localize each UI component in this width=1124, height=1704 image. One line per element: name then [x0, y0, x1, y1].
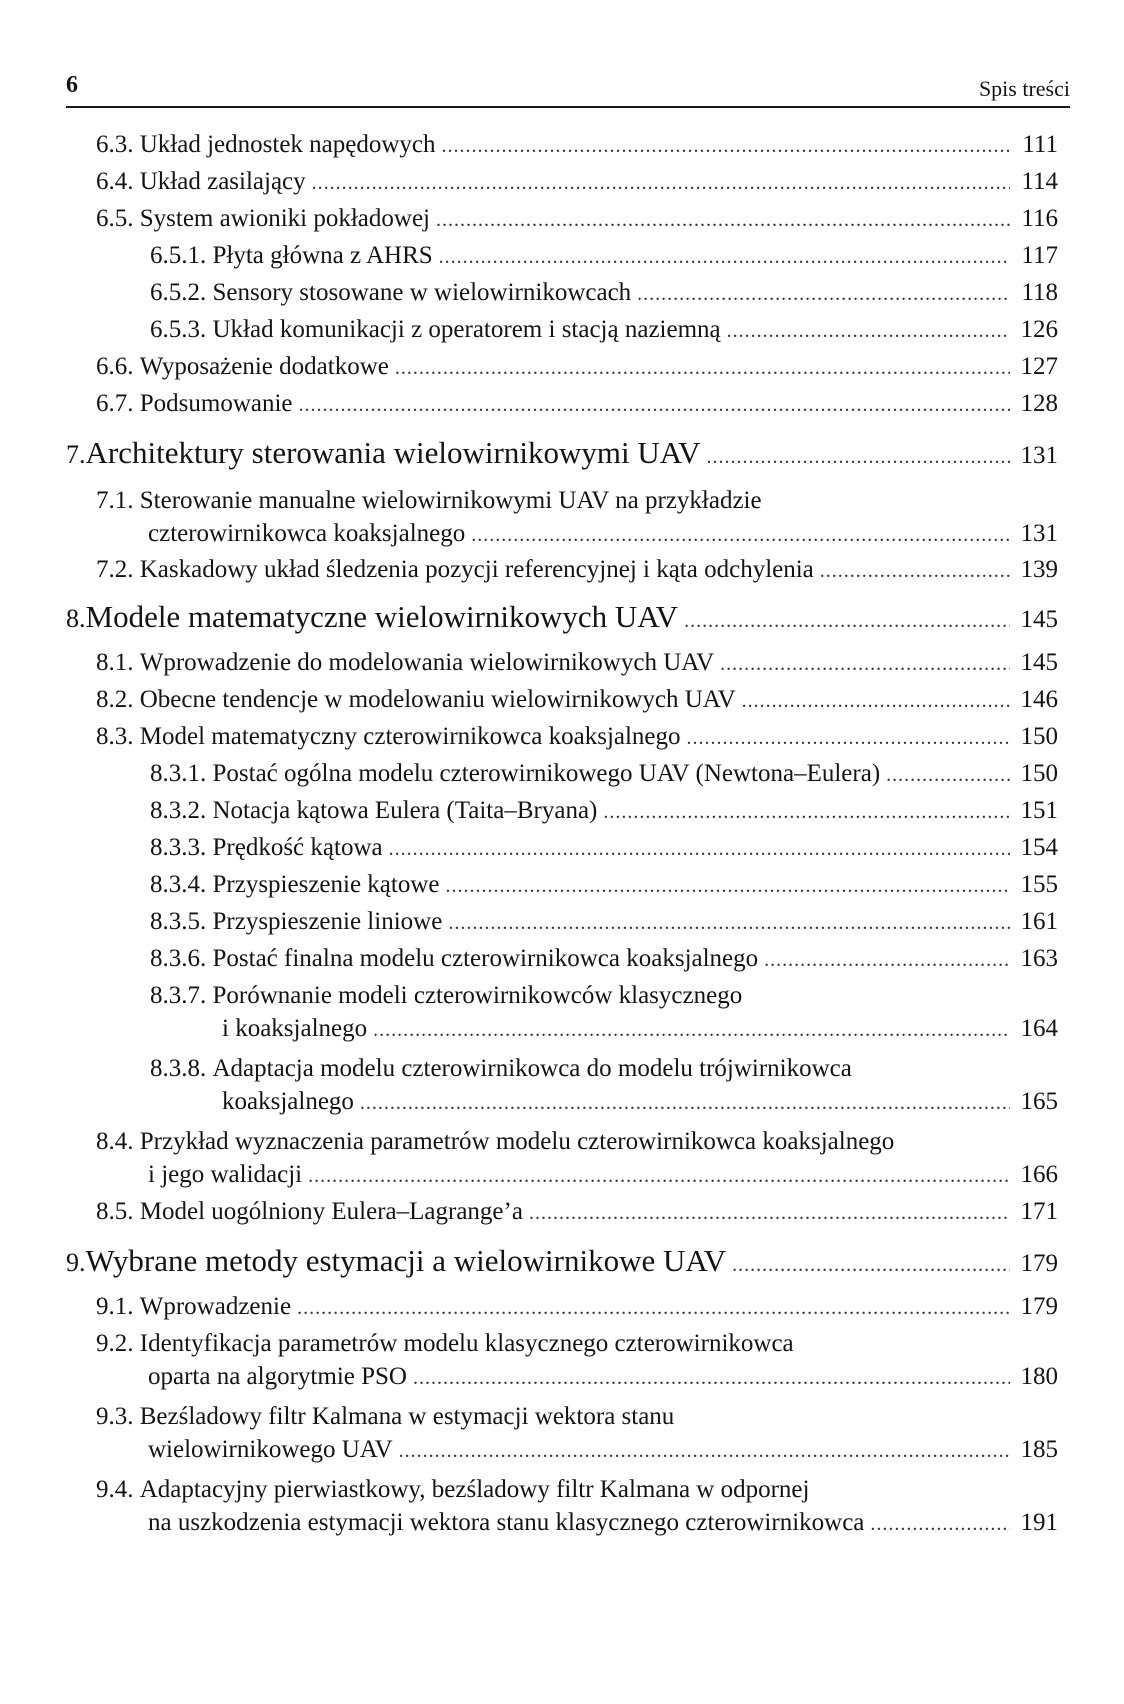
entry-title: Postać finalna modelu czterowirnikowca koaksjalnego [212, 945, 759, 972]
toc-entry-6-5[interactable] [96, 202, 1058, 237]
entry-title: Notacja kątowa Eulera (Taita–Bryana) [212, 797, 598, 824]
entry-title: System awioniki pokładowej [139, 205, 430, 232]
entry-number: 8.3.3. [150, 834, 207, 861]
dot-leader [439, 241, 1010, 274]
entry-page: 111 [1022, 131, 1058, 158]
entry-title: Przykład wyznaczenia parametrów modelu czterowirnikowca koaksjalnego [139, 1128, 895, 1155]
entry-number: 9.1. [96, 1293, 134, 1320]
toc-entry-9-2[interactable] [96, 1327, 1058, 1395]
entry-page: 128 [1020, 390, 1058, 417]
dot-leader [870, 1508, 1010, 1541]
toc-entry-6-5-3[interactable] [150, 313, 1058, 348]
dot-leader [399, 1435, 1010, 1468]
toc-entry-8-2[interactable] [96, 683, 1058, 718]
entry-page: 117 [1021, 242, 1058, 269]
entry-page: 114 [1021, 168, 1058, 195]
entry-number: 8.3.6. [150, 945, 207, 972]
entry-page: 166 [1020, 1161, 1058, 1188]
entry-title-continued: koaksjalnego [222, 1088, 354, 1115]
entry-number: 6.4. [96, 168, 134, 195]
entry-page: 151 [1020, 797, 1058, 824]
toc-entry-8-3[interactable] [96, 720, 1058, 755]
entry-title: Bezśladowy filtr Kalmana w estymacji wektora stanu [139, 1403, 675, 1430]
chapter-number: 8. [66, 604, 86, 633]
toc-entry-8-3-5[interactable] [150, 905, 1058, 940]
entry-title: Prędkość kątowa [212, 834, 383, 861]
toc-entry-6-4[interactable] [96, 165, 1058, 200]
toc-entry-8-3-3[interactable] [150, 831, 1058, 866]
entry-number: 9.4. [96, 1476, 134, 1503]
entry-page: 179 [1020, 1293, 1058, 1320]
toc-entry-6-5-1[interactable] [150, 239, 1058, 274]
entry-page: 180 [1020, 1363, 1058, 1390]
entry-title: Przyspieszenie liniowe [212, 908, 443, 935]
entry-page: 179 [1020, 1250, 1058, 1277]
dot-leader [764, 944, 1010, 977]
entry-title: Kaskadowy układ śledzenia pozycji referencyjnej i kąta odchylenia [139, 556, 814, 583]
toc-entry-8-1[interactable] [96, 646, 1058, 681]
entry-title: Identyfikacja parametrów modelu klasycznego czterowirnikowca [139, 1330, 794, 1357]
toc-entry-8-3-7[interactable] [150, 979, 1058, 1047]
dot-leader [297, 1292, 1010, 1325]
entry-page: 150 [1020, 723, 1058, 750]
running-title: Spis treści [978, 76, 1070, 101]
entry-title-continued: czterowirnikowca koaksjalnego [148, 520, 466, 547]
toc-entry-9-1[interactable] [96, 1290, 1058, 1325]
entry-page: 145 [1020, 649, 1058, 676]
entry-title: Układ zasilający [139, 168, 306, 195]
entry-number: 7.1. [96, 487, 134, 514]
toc-chapter-9[interactable] [66, 1242, 1058, 1284]
entry-number: 6.5.2. [150, 279, 207, 306]
chapter-title: Architektury sterowania wielowirnikowymi UAV [85, 435, 701, 470]
entry-number: 6.6. [96, 353, 134, 380]
dot-leader [720, 648, 1010, 681]
entry-number: 8.4. [96, 1128, 134, 1155]
entry-page: 126 [1020, 316, 1058, 343]
entry-page: 150 [1020, 760, 1058, 787]
entry-title: Adaptacja modelu czterowirnikowca do modelu trójwirnikowca [212, 1055, 852, 1082]
entry-title: Porównanie modeli czterowirnikowców klasycznego [212, 982, 743, 1009]
toc-entry-7-1[interactable] [96, 484, 1058, 552]
dot-leader [637, 278, 1010, 311]
entry-page: 154 [1020, 834, 1058, 861]
entry-page: 163 [1020, 945, 1058, 972]
dot-leader [395, 352, 1010, 385]
entry-number: 9.2. [96, 1330, 134, 1357]
entry-page: 171 [1020, 1198, 1058, 1225]
entry-title: Podsumowanie [139, 390, 293, 417]
entry-title: Wprowadzenie [139, 1293, 292, 1320]
entry-number: 8.1. [96, 649, 134, 676]
toc-entry-8-3-6[interactable] [150, 942, 1058, 977]
chapter-number: 9. [66, 1248, 86, 1277]
toc-entry-8-3-8[interactable] [150, 1052, 1058, 1120]
entry-number: 6.5.3. [150, 316, 207, 343]
chapter-number: 7. [66, 440, 86, 469]
entry-title-continued: oparta na algorytmie PSO [148, 1363, 407, 1390]
entry-page: 145 [1020, 606, 1058, 633]
entry-number: 6.3. [96, 131, 134, 158]
entry-title: Sensory stosowane w wielowirnikowcach [212, 279, 632, 306]
chapter-title: Wybrane metody estymacji a wielowirnikowe UAV [85, 1243, 727, 1278]
toc-entry-9-4[interactable] [96, 1473, 1058, 1541]
entry-title: Przyspieszenie kątowe [212, 871, 440, 898]
entry-title-continued: i jego walidacji [148, 1161, 303, 1188]
toc-entry-8-3-1[interactable] [150, 757, 1058, 792]
entry-number: 8.3.2. [150, 797, 207, 824]
dot-leader [820, 555, 1010, 588]
entry-title: Postać ogólna modelu czterowirnikowego UAV (Newtona–Eulera) [212, 760, 881, 787]
entry-number: 8.3.5. [150, 908, 207, 935]
entry-number: 8.5. [96, 1198, 134, 1225]
dot-leader [373, 1014, 1010, 1047]
toc-entry-8-4[interactable] [96, 1125, 1058, 1193]
entry-number: 8.3.4. [150, 871, 207, 898]
entry-page: 164 [1020, 1015, 1058, 1042]
dot-leader [687, 722, 1010, 755]
page-number: 6 [66, 72, 78, 98]
entry-page: 116 [1021, 205, 1058, 232]
entry-title: Adaptacyjny pierwiastkowy, bezśladowy filtr Kalmana w odpornej [139, 1476, 810, 1503]
toc-chapter-7[interactable] [66, 434, 1058, 476]
dot-leader [413, 1362, 1010, 1395]
entry-number: 7.2. [96, 556, 134, 583]
dot-leader [742, 685, 1010, 718]
entry-title: Obecne tendencje w modelowaniu wielowirnikowych UAV [139, 686, 736, 713]
toc-entry-6-7[interactable] [96, 387, 1058, 422]
entry-number: 8.3.7. [150, 982, 207, 1009]
toc-entry-8-3-4[interactable] [150, 868, 1058, 903]
entry-page: 161 [1020, 908, 1058, 935]
dot-leader [360, 1087, 1010, 1120]
toc-entry-6-5-2[interactable] [150, 276, 1058, 311]
entry-number: 9.3. [96, 1403, 134, 1430]
entry-title: Wprowadzenie do modelowania wielowirnikowych UAV [139, 649, 715, 676]
chapter-title: Modele matematyczne wielowirnikowych UAV [85, 599, 679, 634]
entry-title-continued: na uszkodzenia estymacji wektora stanu klasycznego czterowirnikowca [148, 1509, 865, 1536]
entry-page: 191 [1020, 1509, 1058, 1536]
entry-page: 139 [1020, 556, 1058, 583]
toc-chapter-8[interactable] [66, 598, 1058, 640]
entry-number: 8.3.1. [150, 760, 207, 787]
toc-entry-6-3[interactable] [96, 128, 1058, 163]
dot-leader [312, 167, 1010, 200]
dot-leader [436, 204, 1010, 237]
entry-page: 185 [1020, 1436, 1058, 1463]
dot-leader [603, 796, 1010, 829]
dot-leader [886, 759, 1010, 792]
entry-number: 6.5. [96, 205, 134, 232]
toc-entry-7-2[interactable] [96, 553, 1058, 588]
dot-leader [446, 870, 1010, 903]
dot-leader [299, 389, 1010, 422]
dot-leader [732, 1246, 1010, 1284]
entry-title: Układ komunikacji z operatorem i stacją naziemną [212, 316, 721, 343]
dot-leader [471, 519, 1010, 552]
entry-number: 8.3.8. [150, 1055, 207, 1082]
entry-number: 6.5.1. [150, 242, 207, 269]
toc-entry-8-5[interactable] [96, 1195, 1058, 1230]
entry-title: Model uogólniony Eulera–Lagrange’a [139, 1198, 523, 1225]
dot-leader [442, 130, 1010, 163]
entry-page: 155 [1020, 871, 1058, 898]
entry-page: 118 [1021, 279, 1058, 306]
dot-leader [707, 438, 1010, 476]
dot-leader [684, 602, 1010, 640]
entry-title: Układ jednostek napędowych [139, 131, 436, 158]
entry-page: 146 [1020, 686, 1058, 713]
entry-number: 6.7. [96, 390, 134, 417]
entry-title: Płyta główna z AHRS [212, 242, 433, 269]
toc-entry-9-3[interactable] [96, 1400, 1058, 1468]
dot-leader [389, 833, 1010, 866]
toc-entry-8-3-2[interactable] [150, 794, 1058, 829]
entry-title: Sterowanie manualne wielowirnikowymi UAV na przykładzie [139, 487, 762, 514]
dot-leader [308, 1160, 1010, 1193]
entry-title-continued: i koaksjalnego [222, 1015, 368, 1042]
entry-number: 8.3. [96, 723, 134, 750]
entry-title-continued: wielowirnikowego UAV [148, 1436, 393, 1463]
entry-number: 8.2. [96, 686, 134, 713]
entry-page: 127 [1020, 353, 1058, 380]
entry-page: 165 [1020, 1088, 1058, 1115]
entry-page: 131 [1020, 520, 1058, 547]
toc-entry-6-6[interactable] [96, 350, 1058, 385]
entry-title: Model matematyczny czterowirnikowca koaksjalnego [139, 723, 681, 750]
dot-leader [727, 315, 1010, 348]
entry-title: Wyposażenie dodatkowe [139, 353, 389, 380]
entry-page: 131 [1020, 442, 1058, 469]
dot-leader [448, 907, 1010, 940]
dot-leader [529, 1197, 1010, 1230]
